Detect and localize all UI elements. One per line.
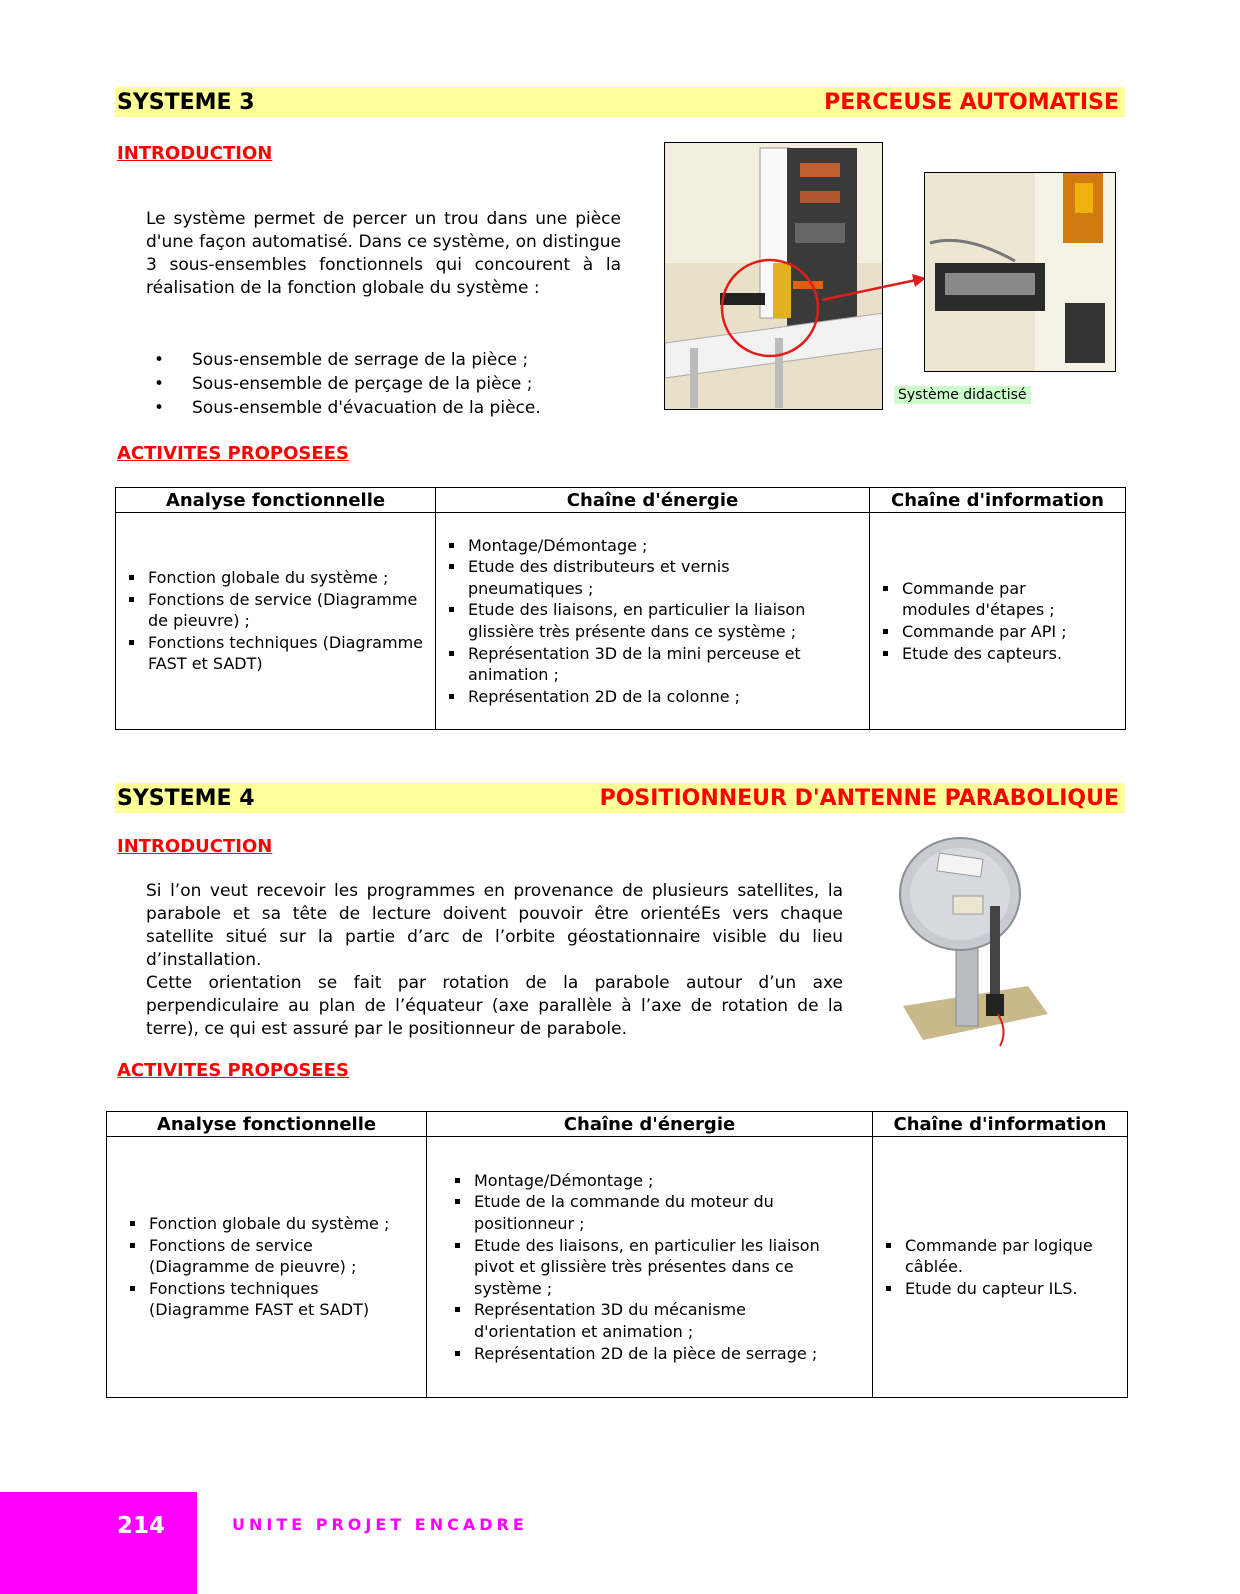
list-item: Etude des liaisons, en particulier les liaison pivot et glissière très présentes dans ce système ; xyxy=(442,1235,842,1300)
list-item: Fonction globale du système ; xyxy=(117,1213,416,1235)
system3-intro-heading: INTRODUCTION xyxy=(117,143,273,164)
list-item: Commande par logique câblée. xyxy=(873,1235,1117,1278)
page-number: 214 xyxy=(117,1513,166,1539)
system4-title: POSITIONNEUR D'ANTENNE PARABOLIQUE xyxy=(599,785,1119,811)
system4-number: SYSTEME 4 xyxy=(117,785,255,811)
footer-label: UNITE PROJET ENCADRE xyxy=(232,1515,528,1534)
list-item: • Sous-ensemble de serrage de la pièce ; xyxy=(146,348,626,372)
list-item: Fonction globale du système ; xyxy=(116,567,425,589)
drill-detail-photo xyxy=(924,172,1116,372)
list-item: Montage/Démontage ; xyxy=(436,535,849,557)
list-item: Commande par modules d'étapes ; xyxy=(870,578,1085,621)
list-item: Etude du capteur ILS. xyxy=(873,1278,1117,1300)
system3-title: PERCEUSE AUTOMATISE xyxy=(824,89,1119,115)
antenna-photo xyxy=(898,836,1048,1050)
table-cell xyxy=(873,1137,1128,1398)
footer-page-box xyxy=(0,1492,197,1594)
list-item: Représentation 2D de la colonne ; xyxy=(436,686,849,708)
list-item: Commande par API ; xyxy=(870,621,1085,643)
list-item: Représentation 2D de la pièce de serrage ; xyxy=(442,1343,842,1365)
table-header: Chaîne d'information xyxy=(870,488,1126,513)
table-cell xyxy=(436,513,870,730)
system3-number: SYSTEME 3 xyxy=(117,89,255,115)
system3-intro-text: Le système permet de percer un trou dans une pièce d'une façon automatisé. Dans ce système, on distingue 3 sous-ensembles fonctionnels qui concourent à la réalisation de la fonction globale du système : xyxy=(146,209,621,298)
system4-title-band xyxy=(115,783,1125,813)
photo-caption: Système didactisé xyxy=(894,386,1031,404)
table-cell xyxy=(107,1137,427,1398)
list-item: • Sous-ensemble d'évacuation de la pièce. xyxy=(146,396,626,420)
system4-intro-text-1: Si l’on veut recevoir les programmes en provenance de plusieurs satellites, la parabole et sa tête de lecture doivent pouvoir être orientéEs vers chaque satellite situé sur la partie d’arc de l’orbite géostationnaire visible du lieu d’installation. xyxy=(146,881,843,970)
zoom-arrow xyxy=(820,268,930,312)
system3-bullet-list xyxy=(146,348,626,420)
list-item: Fonctions de service (Diagramme de pieuvre) ; xyxy=(117,1235,416,1278)
table-cell xyxy=(116,513,436,730)
list-item: Fonctions techniques (Diagramme FAST et SADT) xyxy=(116,632,425,675)
list-item: Représentation 3D de la mini perceuse et animation ; xyxy=(436,643,849,686)
list-item: Etude des capteurs. xyxy=(870,643,1085,665)
list-item: Représentation 3D du mécanisme d'orientation et animation ; xyxy=(442,1299,842,1342)
system3-activities-table xyxy=(115,487,1126,730)
system3-title-band xyxy=(115,87,1125,117)
list-item: Etude des distributeurs et vernis pneumatiques ; xyxy=(436,556,849,599)
table-cell xyxy=(870,513,1126,730)
list-item: Fonctions de service (Diagramme de pieuvre) ; xyxy=(116,589,425,632)
list-item: Fonctions techniques (Diagramme FAST et SADT) xyxy=(117,1278,416,1321)
table-header: Analyse fonctionnelle xyxy=(107,1112,427,1137)
table-header: Chaîne d'information xyxy=(873,1112,1128,1137)
system3-activities-heading: ACTIVITES PROPOSEES xyxy=(117,443,349,464)
system4-intro-text-2: Cette orientation se fait par rotation de la parabole autour d’un axe perpendiculaire au plan de l’équateur (axe parallèle à l’axe de rotation de la terre), ce qui est assuré par le positionneur de parabole. xyxy=(146,973,843,1039)
table-header: Chaîne d'énergie xyxy=(427,1112,873,1137)
system4-activities-table xyxy=(106,1111,1128,1398)
table-header: Analyse fonctionnelle xyxy=(116,488,436,513)
list-item: Etude de la commande du moteur du positionneur ; xyxy=(442,1191,842,1234)
system4-activities-heading: ACTIVITES PROPOSEES xyxy=(117,1060,349,1081)
table-header: Chaîne d'énergie xyxy=(436,488,870,513)
table-cell xyxy=(427,1137,873,1398)
list-item: Etude des liaisons, en particulier la liaison glissière très présente dans ce système ; xyxy=(436,599,849,642)
list-item: • Sous-ensemble de perçage de la pièce ; xyxy=(146,372,626,396)
system4-intro-heading: INTRODUCTION xyxy=(117,836,273,857)
list-item: Montage/Démontage ; xyxy=(442,1170,842,1192)
